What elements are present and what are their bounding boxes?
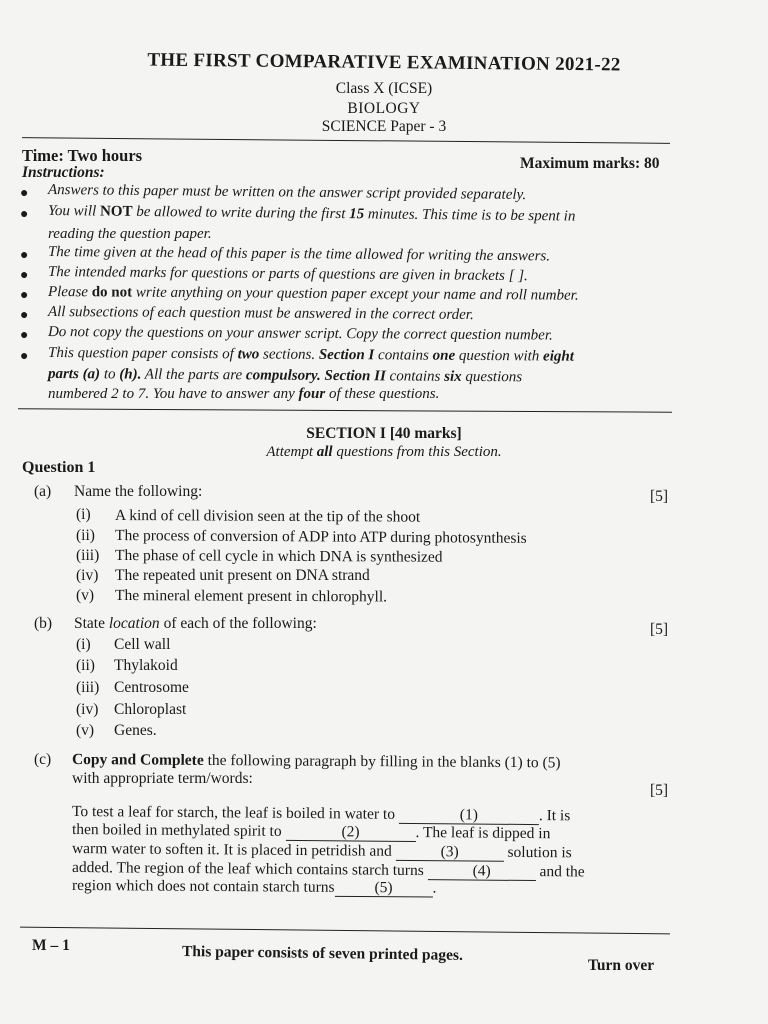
instruction-item: The intended marks for questions or parts of questions are given in brackets [ ]. (47, 264, 528, 285)
paragraph-line: added. The region of the leaf which contains starch turns (4) and the (71, 859, 585, 881)
blank-4: (4) (428, 863, 536, 881)
paragraph-line: warm water to soften it. It is placed in petridish and (3) solution is (71, 840, 572, 862)
paragraph-line: To test a leaf for starch, the leaf is boiled in water to (1) . It is (71, 803, 571, 825)
list-item: The mineral element present in chlorophyll. (114, 587, 388, 606)
section-subheading: Attempt all questions from this Section. (266, 444, 502, 460)
instruction-item: Please do not write anything on your question paper except your name and roll number. (47, 284, 579, 304)
bullet-icon: ● (20, 268, 29, 283)
list-item: Thylakoid (114, 657, 178, 674)
instruction-item: All subsections of each question must be answered in the correct order. (47, 304, 474, 323)
instructions-divider (18, 408, 672, 412)
bullet-icon: ● (20, 248, 29, 263)
blank-3: (3) (396, 844, 504, 862)
bullet-icon: ● (20, 207, 29, 222)
instruction-item: Do not copy the questions on your answer script. Copy the correct question number. (47, 324, 553, 344)
bullet-icon: ● (20, 186, 29, 201)
item-number: (iv) (76, 567, 99, 584)
bullet-icon: ● (20, 288, 29, 303)
page-code: M – 1 (32, 937, 70, 954)
list-item: A kind of cell division seen at the tip of the shoot (114, 507, 421, 526)
part-c-text: Copy and Complete the following paragraph by filling in the blanks (1) to (5) (71, 751, 561, 772)
paragraph-line: region which does not contain starch turns (5) . (71, 877, 437, 897)
part-number: (a) (34, 483, 52, 500)
part-number: (c) (34, 751, 52, 768)
turn-over-label: Turn over (588, 957, 655, 974)
list-item: The process of conversion of ADP into ATP during photosynthesis (114, 527, 527, 547)
section-heading: SECTION I [40 marks] (306, 425, 462, 442)
list-item: The phase of cell cycle in which DNA is synthesized (114, 547, 443, 566)
paper-line: SCIENCE Paper - 3 (321, 118, 447, 135)
blank-2: (2) (285, 824, 415, 842)
list-item: Cell wall (114, 636, 171, 653)
question-label: Question 1 (22, 459, 96, 476)
item-number: (iii) (76, 547, 100, 564)
paragraph-line: then boiled in methylated spirit to (2) . The leaf is dipped in (71, 821, 551, 843)
item-number: (iii) (76, 679, 100, 696)
item-number: (ii) (76, 527, 95, 544)
list-item: The repeated unit present on DNA strand (115, 567, 370, 584)
part-a-text: Name the following: (74, 483, 203, 500)
instruction-item-continued: numbered 2 to 7. You have to answer any four of these questions. (48, 386, 440, 402)
item-number: (i) (76, 506, 91, 523)
part-b-text: State location of each of the following: (74, 615, 317, 632)
footer-note: This paper consists of seven printed pages. (181, 943, 464, 964)
instruction-item: You will NOT be allowed to write during the first 15 minutes. This time is to be spent in (47, 203, 576, 225)
subject-line: BIOLOGY (347, 100, 421, 117)
blank-1: (1) (399, 807, 539, 825)
marks-badge: [5] (650, 782, 669, 799)
instruction-item-continued: reading the question paper. (48, 226, 212, 242)
item-number: (ii) (76, 657, 95, 674)
list-item: Genes. (114, 722, 157, 739)
max-marks: Maximum marks: 80 (520, 155, 660, 172)
blank-5: (5) (335, 880, 433, 898)
part-number: (b) (34, 615, 53, 632)
header-divider (22, 137, 670, 144)
instruction-item: This question paper consists of two sections. Section I contains one question with eight (47, 345, 574, 365)
item-number: (v) (76, 722, 95, 739)
time-label: Time: Two hours (22, 146, 143, 165)
instructions-heading: Instructions: (22, 164, 105, 181)
footer-divider (20, 927, 670, 935)
bullet-icon: ● (20, 328, 29, 343)
list-item: Centrosome (114, 679, 189, 696)
item-number: (i) (76, 636, 91, 653)
item-number: (iv) (76, 701, 99, 718)
bullet-icon: ● (20, 349, 29, 364)
exam-title: THE FIRST COMPARATIVE EXAMINATION 2021-22 (147, 49, 621, 76)
part-c-text-continued: with appropriate term/words: (72, 770, 253, 787)
class-line: Class X (ICSE) (335, 80, 433, 97)
list-item: Chloroplast (114, 701, 187, 718)
instruction-item: Answers to this paper must be written on the answer script provided separately. (47, 182, 527, 204)
instruction-item-continued: parts (a) to (h). All the parts are compulsory. Section II contains six questions (47, 366, 523, 386)
marks-badge: [5] (650, 488, 669, 505)
item-number: (v) (76, 587, 95, 604)
instruction-item: The time given at the head of this paper is the time allowed for writing the answers. (47, 244, 551, 265)
marks-badge: [5] (650, 621, 669, 638)
bullet-icon: ● (20, 308, 29, 323)
